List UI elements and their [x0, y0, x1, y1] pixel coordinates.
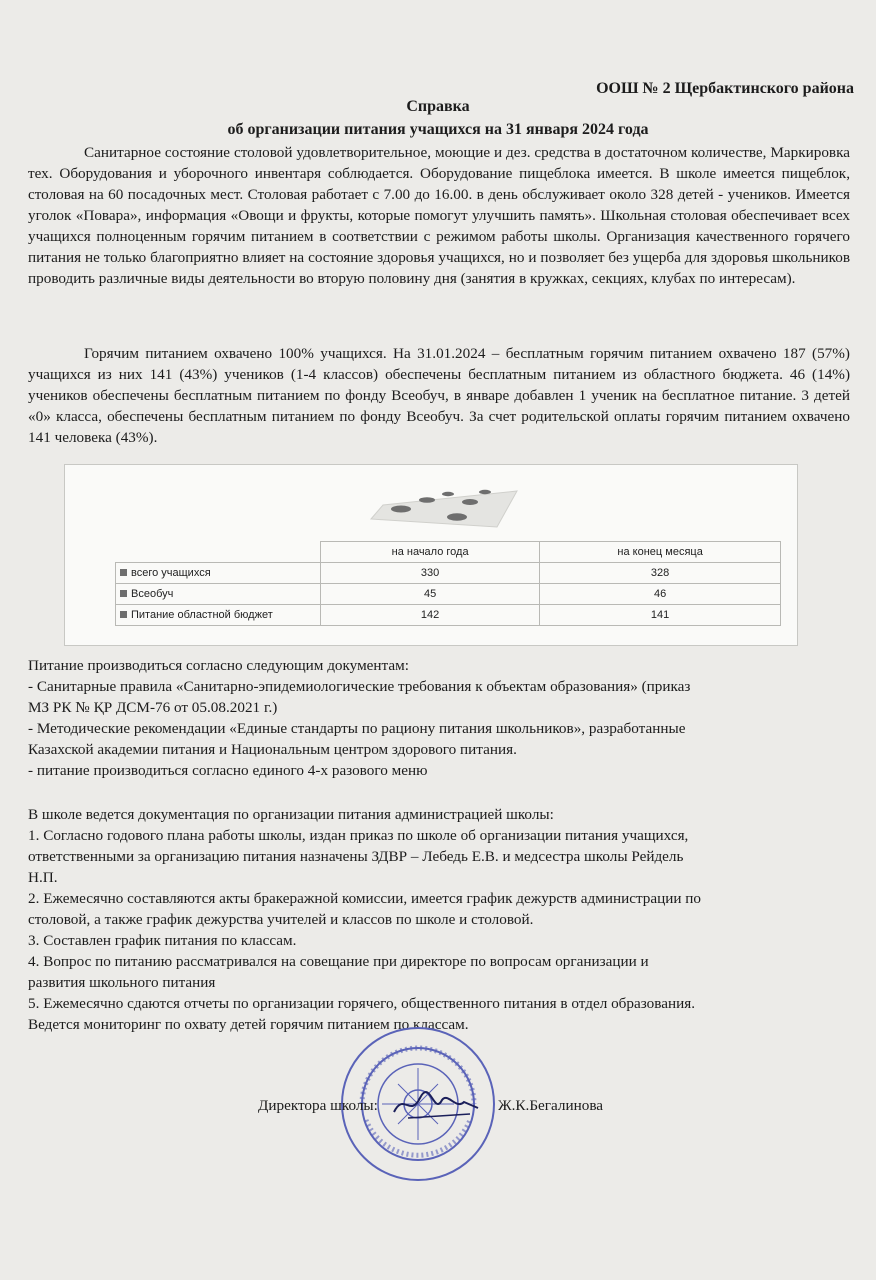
text-line: Питание производиться согласно следующим документам: [28, 657, 409, 674]
paragraph-canteen [28, 142, 850, 289]
column-header: на начало года [321, 542, 540, 563]
series-name: Питание областной бюджет [131, 609, 273, 621]
paragraph-coverage [28, 343, 850, 448]
data-cell: 141 [540, 605, 781, 626]
text-line: Ведется мониторинг по охвату детей горячим питанием по классам. [28, 1016, 469, 1033]
column-header: на конец месяца [540, 542, 781, 563]
text-line: столовой, а также график дежурства учителей и классов по школе и столовой. [28, 911, 534, 928]
signature-position: Директора школы: [258, 1097, 378, 1114]
chart-data-table [115, 541, 781, 626]
chart-marker [479, 490, 491, 494]
row-label [116, 563, 321, 584]
text-line: развития школьного питания [28, 974, 216, 991]
document-title: Справка [406, 98, 470, 115]
text-line: Казахской академии питания и Национальным центром здорового питания. [28, 741, 517, 758]
chart-marker [391, 506, 411, 513]
documents-section [28, 655, 858, 781]
table-row [116, 584, 781, 605]
text-line: В школе ведется документация по организации питания администрацией школы: [28, 806, 554, 823]
chart-marker [447, 513, 467, 521]
signature-name: Ж.К.Бегалинова [498, 1097, 604, 1114]
text-line: 4. Вопрос по питанию рассматривался на совещание при директоре по вопросам организации и [28, 953, 649, 970]
document-subtitle: об организации питания учащихся на 31 января 2024 года [227, 121, 649, 138]
data-cell: 46 [540, 584, 781, 605]
chart-container [64, 464, 798, 646]
paragraph-text: Санитарное состояние столовой удовлетворительное, моющие и дез. средства в достаточном количестве, Маркировка тех. Оборудования и уборочного инвентаря соблюдается. Оборудование пищеблока имеется. В школе имеется пищеблок, столовая на 60 посадочных мест. Столовая работает с 7.00 до 16.00. в день обслуживает около 328 детей - учеников. Имеется уголок «Повара», информация «Овощи и фрукты, которые помогут улучшить память». Школьная столовая обеспечивает всех учащихся полноценным горячим питанием в соответствии с режимом работы школы. Организация качественного горячего питания не только благоприятно влияет на состояние здоровья учащихся, но и позволяет без ущерба для здоровья школьников проводить различные виды деятельности во вторую половину дня (занятия в кружках, секциях, клубах по интересам). [28, 144, 850, 287]
chart-marker [442, 492, 454, 496]
series-name: всего учащихся [131, 567, 211, 579]
table-row [116, 605, 781, 626]
text-line: 1. Согласно годового плана работы школы, издан приказ по школе об организации питания учащихся, [28, 827, 689, 844]
text-line: - питание производиться согласно единого 4-х разового меню [28, 762, 428, 779]
chart-marker [462, 499, 478, 505]
text-line: 2. Ежемесячно составляются акты бракеражной комиссии, имеется график дежурств администрации по [28, 890, 702, 907]
text-line: МЗ РК № ҚР ДСМ-76 от 05.08.2021 г.) [28, 699, 278, 716]
data-cell: 328 [540, 563, 781, 584]
text-line: ответственными за организацию питания назначены ЗДВР – Лебедь Е.В. и медсестра школы Рейдель [28, 848, 684, 865]
text-line: - Санитарные правила «Санитарно-эпидемиологические требования к объектам образования» (приказ [28, 678, 691, 695]
chart-marker [419, 497, 435, 503]
legend-key [120, 590, 127, 597]
data-cell: 142 [321, 605, 540, 626]
legend-key [120, 569, 127, 576]
row-label [116, 584, 321, 605]
handwritten-signature [390, 1088, 482, 1124]
legend-key [120, 611, 127, 618]
table-corner [116, 542, 321, 563]
text-line: Н.П. [28, 869, 58, 886]
series-name: Всеобуч [131, 588, 174, 600]
organization-name: ООШ № 2 Щербактинского района [596, 80, 854, 97]
data-cell: 330 [321, 563, 540, 584]
text-line: 5. Ежемесячно сдаются отчеты по организации горячего, общественного питания в отдел образования. [28, 995, 695, 1012]
paragraph-text: Горячим питанием охвачено 100% учащихся. На 31.01.2024 – бесплатным горячим питанием охвачено 187 (57%) учащихся из них 141 (43%) учеников (1-4 классов) обеспечены бесплатным питанием из областного бюджета. 46 (14%) учеников обеспечены бесплатным питанием по фонду Всеобуч, в январе добавлен 1 ученик на бесплатное питание. 3 детей «0» класса, обеспечены бесплатным питанием по фонду Всеобуч. За счет родительской оплаты горячим питанием охвачено 141 человека (43%). [28, 345, 850, 446]
table-row [116, 563, 781, 584]
data-cell: 45 [321, 584, 540, 605]
text-line: 3. Составлен график питания по классам. [28, 932, 297, 949]
text-line: - Методические рекомендации «Единые стандарты по рациону питания школьников», разработанные [28, 720, 686, 737]
row-label [116, 605, 321, 626]
documentation-section [28, 804, 858, 1035]
